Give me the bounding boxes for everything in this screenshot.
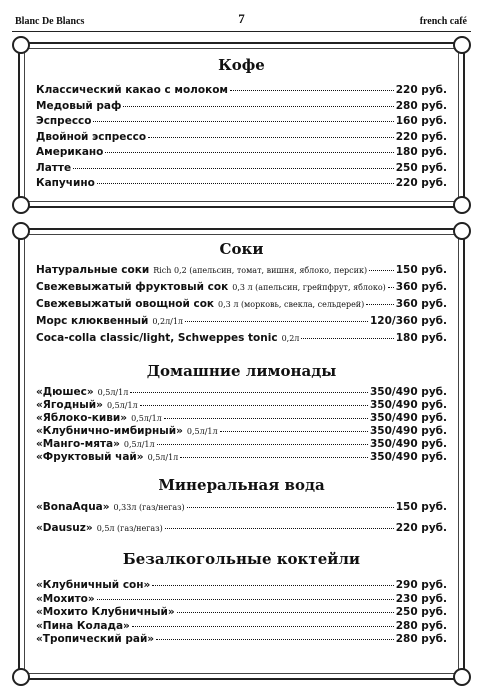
juices-list (36, 264, 447, 349)
dot-leader (97, 183, 394, 184)
dot-leader (152, 585, 393, 586)
menu-item (36, 298, 447, 315)
menu-item-price: 360 руб. (395, 298, 447, 310)
dot-leader (220, 431, 368, 432)
dot-leader (369, 270, 394, 271)
menu-item-price: 220 руб. (395, 177, 447, 189)
menu-item-note: 0,33л (газ/негаз) (113, 503, 185, 512)
menu-item-name: Двойной эспрессо (36, 130, 147, 143)
menu-item-price: 350/490 руб. (369, 438, 447, 450)
corner-ornament (453, 222, 471, 240)
dot-leader (130, 392, 368, 393)
menu-item (36, 579, 447, 593)
menu-item (36, 100, 447, 116)
menu-item (36, 146, 447, 162)
menu-item-note: 0,2л (281, 334, 300, 343)
dot-leader (388, 287, 394, 288)
corner-ornament (12, 222, 30, 240)
header-venue-name: Blanc De Blancs (15, 16, 85, 27)
menu-item (36, 425, 447, 438)
dot-leader (164, 418, 368, 419)
dot-leader (301, 338, 393, 339)
menu-item-price: 350/490 руб. (369, 451, 447, 463)
page-number: 7 (238, 11, 245, 26)
section-title-water: Минеральная вода (158, 476, 325, 494)
menu-item-name: Натуральные соки (36, 264, 150, 276)
menu-item-price: 250 руб. (395, 606, 447, 618)
menu-item-note: 0,5л/1л (131, 414, 162, 423)
page-header (0, 0, 483, 30)
menu-item-price: 280 руб. (395, 633, 447, 645)
dot-leader (93, 121, 393, 122)
dot-leader (230, 90, 394, 91)
menu-item-price: 220 руб. (395, 84, 447, 96)
menu-item-name: Coca-colla classic/light, Schweppes tonic (36, 332, 278, 344)
menu-item (36, 412, 447, 425)
dot-leader (148, 137, 394, 138)
menu-item-name: «Клубничный сон» (36, 579, 151, 591)
menu-item-price: 350/490 руб. (369, 399, 447, 411)
menu-item (36, 593, 447, 607)
drinks-frame (18, 228, 465, 680)
dot-leader (177, 612, 394, 613)
corner-ornament (453, 196, 471, 214)
menu-item-name: «Мохито Клубничный» (36, 606, 175, 618)
cocktails-list (36, 579, 447, 647)
section-title-cocktails: Безалкогольные коктейли (122, 550, 361, 568)
menu-item-note: 0,5л/1л (186, 427, 218, 436)
menu-item-price: 220 руб. (395, 522, 447, 534)
menu-item (36, 177, 447, 193)
menu-item-price: 180 руб. (395, 146, 447, 158)
menu-item (36, 451, 447, 464)
menu-item (36, 131, 447, 147)
dot-leader (97, 599, 394, 600)
menu-item-name: «Пина Колада» (36, 619, 130, 632)
menu-item-note: 0,5л/1л (123, 440, 155, 449)
dot-leader (105, 152, 393, 153)
dot-leader (132, 626, 394, 627)
corner-ornament (453, 668, 471, 686)
menu-item-name: «Dausuz» (36, 522, 93, 534)
menu-item-note: 0,5л (газ/негаз) (96, 524, 163, 533)
menu-item (36, 281, 447, 298)
water-list (36, 501, 447, 543)
dot-leader (185, 321, 368, 322)
menu-item-name: Классический какао с молоком (36, 84, 229, 96)
dot-leader (156, 639, 394, 640)
menu-item-price: 150 руб. (395, 501, 447, 513)
dot-leader (165, 528, 394, 529)
menu-item-price: 350/490 руб. (369, 425, 447, 437)
menu-item-price: 120/360 руб. (369, 315, 447, 327)
menu-item-price: 280 руб. (395, 99, 447, 112)
menu-item-note: 0,3 л (апельсин, грейпфрут, яблоко) (232, 283, 386, 292)
menu-item-note: Rich 0,2 (апельсин, томат, вишня, яблоко, персик) (153, 266, 368, 275)
menu-item-name: «Манго-мята» (36, 438, 120, 450)
menu-item (36, 386, 447, 399)
menu-item-name: Американо (36, 146, 104, 158)
coffee-list (36, 84, 447, 193)
menu-item-price: 360 руб. (395, 281, 448, 293)
header-divider (12, 31, 471, 32)
menu-item-price: 350/490 руб. (369, 386, 447, 398)
menu-item-name: Медовый раф (36, 99, 122, 112)
coffee-frame (18, 42, 465, 208)
corner-ornament (12, 36, 30, 54)
menu-item-name: «Тропический рай» (36, 633, 155, 645)
menu-item (36, 264, 447, 281)
corner-ornament (12, 196, 30, 214)
menu-item (36, 162, 447, 178)
header-venue-type: french café (419, 16, 467, 27)
lemonades-list (36, 386, 447, 464)
dot-leader (366, 304, 393, 305)
menu-item (36, 438, 447, 451)
menu-item (36, 606, 447, 620)
menu-item-name: «Клубнично-имбирный» (36, 425, 183, 437)
menu-item-price: 220 руб. (395, 130, 447, 143)
menu-item-note: 0,5л/1л (147, 453, 179, 462)
menu-item (36, 522, 447, 543)
menu-item-price: 350/490 руб. (369, 412, 447, 424)
menu-item-price: 160 руб. (395, 115, 447, 127)
menu-item-name: «Мохито» (36, 592, 95, 605)
menu-item (36, 620, 447, 634)
dot-leader (180, 457, 368, 458)
menu-item-price: 290 руб. (395, 579, 447, 591)
dot-leader (157, 444, 368, 445)
menu-item-name: Капучино (36, 177, 95, 189)
menu-item-name: Свежевыжатый овощной сок (36, 298, 215, 310)
section-title-coffee: Кофе (218, 56, 265, 74)
menu-item (36, 633, 447, 647)
section-title-lemonades: Домашние лимонады (146, 362, 337, 380)
section-title-juices: Соки (219, 240, 264, 258)
menu-item-price: 230 руб. (395, 592, 447, 605)
menu-item-name: «Ягодный» (36, 399, 103, 411)
menu-item (36, 315, 447, 332)
menu-item-name: Морс клюквенный (36, 315, 149, 327)
menu-item-name: Эспрессо (36, 115, 92, 127)
menu-item-note: 0,5л/1л (106, 401, 138, 410)
menu-item (36, 115, 447, 131)
dot-leader (140, 405, 368, 406)
menu-item-name: «Фруктовый чай» (36, 451, 144, 463)
menu-item-note: 0,5л/1л (97, 388, 129, 397)
menu-item-name: Свежевыжатый фруктовый сок (36, 281, 229, 293)
menu-item-name: «Яблоко-киви» (36, 412, 128, 424)
menu-item (36, 399, 447, 412)
dot-leader (123, 106, 393, 107)
menu-item-name: «BonaAqua» (36, 501, 110, 513)
menu-item-price: 250 руб. (395, 161, 447, 174)
menu-item-name: «Дюшес» (36, 386, 94, 398)
menu-item (36, 84, 447, 100)
menu-item-price: 150 руб. (395, 264, 447, 276)
corner-ornament (453, 36, 471, 54)
menu-item-price: 180 руб. (395, 332, 447, 344)
menu-item (36, 332, 447, 349)
corner-ornament (12, 668, 30, 686)
menu-item (36, 501, 447, 522)
menu-item-price: 280 руб. (395, 619, 447, 632)
menu-item-note: 0,2л/1л (152, 317, 184, 326)
menu-item-note: 0,3 л (морковь, свекла, сельдерей) (218, 300, 365, 309)
dot-leader (187, 507, 394, 508)
dot-leader (73, 168, 394, 169)
menu-item-name: Латте (36, 161, 72, 174)
